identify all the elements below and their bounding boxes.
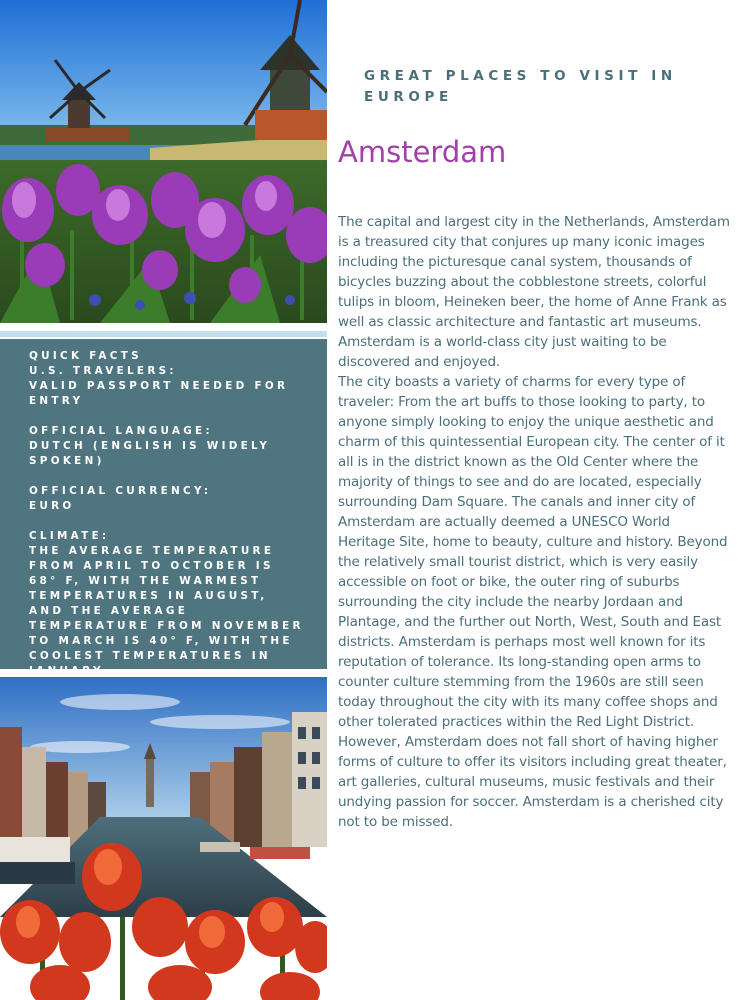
section-eyebrow: GREAT PLACES TO VISIT IN EUROPE: [364, 68, 677, 105]
page-title: Amsterdam: [338, 135, 507, 169]
canal-tulips-photo: [0, 677, 327, 1000]
currency-value: EURO: [29, 500, 75, 512]
language-label: OFFICIAL LANGUAGE:: [29, 425, 213, 437]
quick-facts-panel: [0, 339, 327, 677]
climate-label: CLIMATE:: [29, 530, 110, 542]
quick-facts-heading: QUICK FACTS: [29, 350, 142, 362]
travelers-value: VALID PASSPORT NEEDED FOR ENTRY: [29, 380, 289, 407]
divider-strip: [0, 331, 327, 337]
article-body: [338, 212, 730, 832]
travelers-label: U.S. TRAVELERS:: [29, 365, 177, 377]
currency-label: OFFICIAL CURRENCY:: [29, 485, 212, 497]
language-value: DUTCH (ENGLISH IS WIDELY SPOKEN): [29, 440, 271, 467]
windmills-tulips-photo: [0, 0, 327, 323]
left-column: [0, 0, 327, 1000]
climate-value: THE AVERAGE TEMPERATURE FROM APRIL TO OCTOBER IS 68° F, WITH THE WARMEST TEMPERATURES IN AUGUST, AND THE AVERAGE TEMPERATURE FROM NOVEMBER TO MARCH IS 40° F, WITH THE COOLEST TEMPERATURES IN JANUARY: [29, 545, 304, 677]
article-paragraph-1: The capital and largest city in the Netherlands, Amsterdam is a treasured city that conjures up many iconic images including the picturesque canal system, thousands of bicycles buzzing about the cobblestone streets, colorful tulips in bloom, Heineken beer, the home of Anne Frank as well as classic architecture and fantastic art museums. Amsterdam is a world-class city just waiting to be discovered and enjoyed.: [338, 214, 730, 370]
article-paragraph-2: The city boasts a variety of charms for every type of traveler: From the art buffs to those looking to party, to anyone simply looking to enjoy the unique aesthetic and charm of this quintessential European city. The center of it all is in the district known as the Old Center where the majority of things to see and do are located, especially surrounding Dam Square. The canals and inner city of Amsterdam are actually deemed a UNESCO World Heritage Site, home to beauty, culture and history. Beyond the relatively small tourist district, which is very easily accessible on foot or bike, the outer ring of suburbs surrounding the city include the nearby Jordaan and Plantage, and the further out North, West, South and East districts. Amsterdam is perhaps most well known for its reputation of tolerance. Its long-standing open arms to counter culture stemming from the 1960s are still seen today throughout the city with its many coffee shops and other tolerated practices within the Red Light District. However, Amsterdam does not fall short of having higher forms of culture to offer its visitors including great theater, art galleries, cultural museums, music festivals and their undying passion for soccer. Amsterdam is a cherished city not to be missed.: [338, 374, 728, 830]
